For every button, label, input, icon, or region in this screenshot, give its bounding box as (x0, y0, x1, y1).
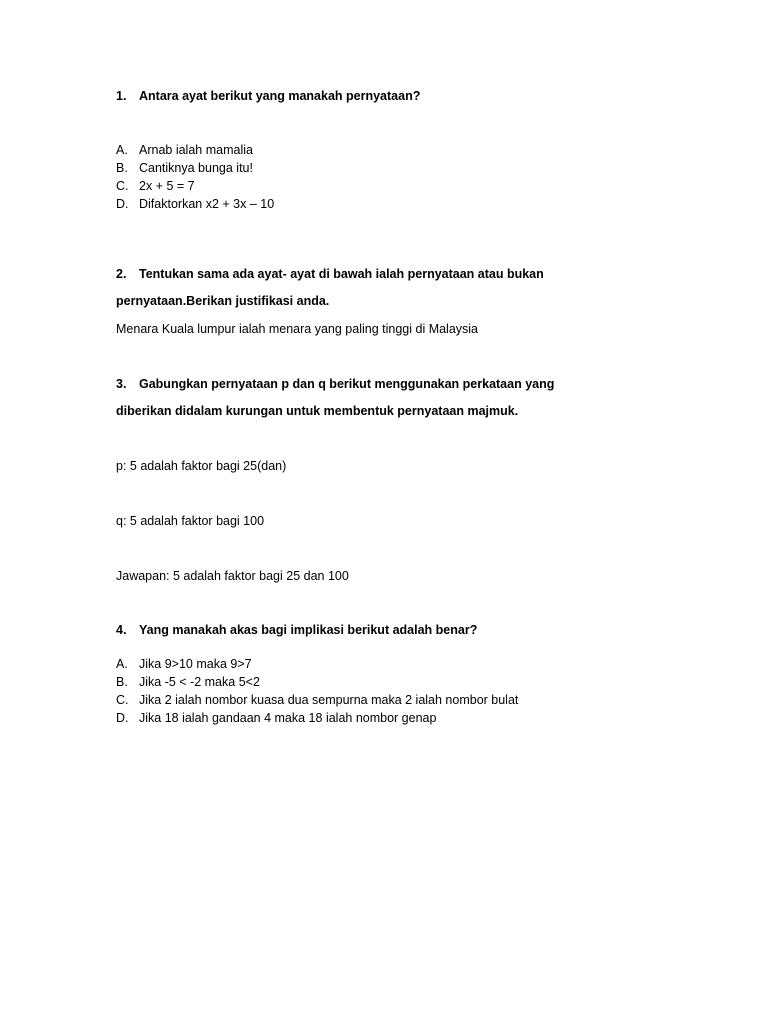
question-2-line-1: Tentukan sama ada ayat- ayat di bawah ialah pernyataan atau bukan (139, 267, 544, 281)
question-4-option-a (116, 656, 252, 672)
option-letter: B. (116, 675, 128, 689)
option-text: Jika 18 ialah gandaan 4 maka 18 ialah nombor genap (139, 711, 437, 725)
option-text: Jika 9>10 maka 9>7 (139, 657, 252, 671)
question-3-number: 3. (116, 377, 127, 391)
option-letter: C. (116, 693, 129, 707)
question-1 (116, 88, 420, 104)
option-text: Difaktorkan x2 + 3x – 10 (139, 197, 275, 211)
option-letter: A. (116, 143, 128, 157)
question-1-number: 1. (116, 89, 127, 103)
question-1-option-a (116, 142, 253, 158)
question-3 (116, 376, 554, 392)
option-text: Jika 2 ialah nombor kuasa dua sempurna maka 2 ialah nombor bulat (139, 693, 519, 707)
question-2-statement: Menara Kuala lumpur ialah menara yang paling tinggi di Malaysia (116, 322, 479, 336)
question-2 (116, 266, 544, 282)
option-text: 2x + 5 = 7 (139, 179, 195, 193)
statement-p: p: 5 adalah faktor bagi 25(dan) (116, 459, 287, 473)
option-text: Jika -5 < -2 maka 5<2 (139, 675, 260, 689)
answer-text: Jawapan: 5 adalah faktor bagi 25 dan 100 (116, 569, 349, 583)
question-3-line-2: diberikan didalam kurungan untuk membentuk pernyataan majmuk. (116, 404, 519, 418)
question-4-option-d (116, 710, 436, 726)
question-4-option-c (116, 692, 518, 708)
option-letter: B. (116, 161, 128, 175)
option-letter: A. (116, 657, 128, 671)
question-3-line-1: Gabungkan pernyataan p dan q berikut menggunakan perkataan yang (139, 377, 555, 391)
question-2-number: 2. (116, 267, 127, 281)
question-4-number: 4. (116, 623, 127, 637)
question-1-option-d (116, 196, 274, 212)
question-1-option-c (116, 178, 195, 194)
question-1-option-b (116, 160, 253, 176)
question-4-option-b (116, 674, 260, 690)
question-2-line-2: pernyataan.Berikan justifikasi anda. (116, 294, 330, 308)
statement-q: q: 5 adalah faktor bagi 100 (116, 514, 265, 528)
question-4-text: Yang manakah akas bagi implikasi berikut adalah benar? (139, 623, 478, 637)
question-1-text: Antara ayat berikut yang manakah pernyataan? (139, 89, 421, 103)
option-letter: D. (116, 197, 129, 211)
question-4 (116, 622, 477, 638)
option-letter: C. (116, 179, 129, 193)
option-text: Cantiknya bunga itu! (139, 161, 253, 175)
option-letter: D. (116, 711, 129, 725)
option-text: Arnab ialah mamalia (139, 143, 253, 157)
